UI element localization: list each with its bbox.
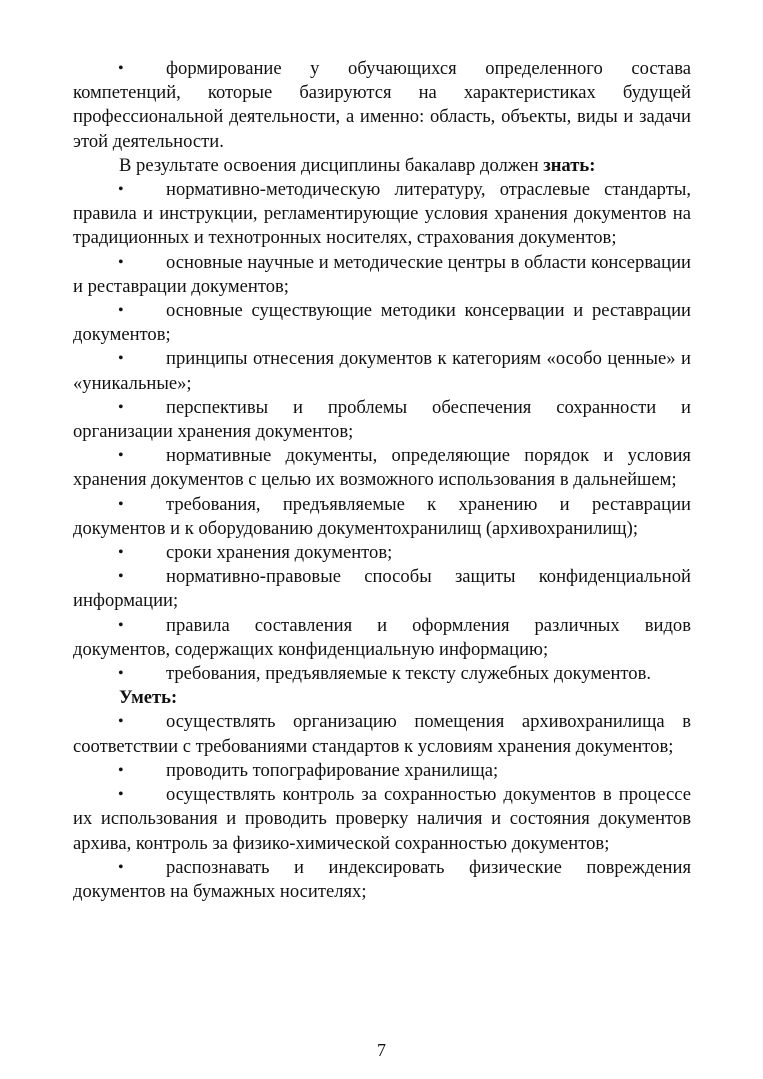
bullet-icon: • — [118, 447, 124, 465]
list-item — [73, 565, 691, 613]
list-item-text: осуществлять контроль за сохранностью документов в процессе их использования и проводить проверку наличия и состояния документов архива, контроль за физико-химической сохранностью документов; — [73, 784, 691, 854]
bullet-icon: • — [118, 495, 124, 513]
list-item — [73, 444, 691, 492]
list-item — [73, 178, 691, 251]
know-intro-text: В результате освоения дисциплины бакалавр должен — [119, 154, 544, 176]
bullet-icon: • — [118, 350, 124, 368]
bullet-icon: • — [118, 616, 124, 634]
list-item-text: основные научные и методические центры в области консервации и реставрации документов; — [73, 251, 691, 297]
list-item-text: осуществлять организацию помещения архивохранилища в соответствии с требованиями стандартов к условиям хранения документов; — [73, 711, 691, 757]
bullet-icon: • — [118, 302, 124, 320]
list-item — [73, 251, 691, 299]
bullet-icon: • — [118, 60, 124, 77]
list-item-text: нормативные документы, определяющие порядок и условия хранения документов с целью их возможного использования в дальнейшем; — [73, 445, 691, 491]
list-item — [73, 759, 691, 783]
list-item-text: принципы отнесения документов к категориям «особо ценные» и «уникальные»; — [73, 348, 691, 394]
list-item-text: формирование у обучающихся определенного состава компетенций, которые базируются на характеристиках будущей профессиональной деятельности, а именно: область, объекты, виды и задачи этой деятельности. — [73, 58, 691, 152]
list-item — [73, 299, 691, 347]
bullet-icon: • — [118, 858, 124, 876]
list-item — [73, 347, 691, 395]
bullet-icon: • — [118, 786, 124, 804]
list-item — [73, 710, 691, 758]
bullet-icon: • — [118, 398, 124, 416]
list-item-text: нормативно-методическую литературу, отраслевые стандарты, правила и инструкции, регламентирующие условия хранения документов на традиционных и технотронных носителях, страхования документов; — [73, 179, 691, 249]
bullet-icon: • — [118, 713, 124, 731]
bullet-icon: • — [118, 568, 124, 586]
list-item — [73, 662, 691, 686]
bullet-icon: • — [118, 544, 124, 562]
bullet-icon: • — [118, 665, 124, 683]
list-item — [73, 614, 691, 662]
list-item — [73, 493, 691, 541]
list-item-text: распознавать и индексировать физические повреждения документов на бумажных носителях; — [73, 856, 691, 902]
list-item — [73, 541, 691, 565]
list-item — [73, 856, 691, 904]
know-list — [73, 178, 691, 686]
know-intro-paragraph — [73, 154, 691, 178]
list-item — [73, 396, 691, 444]
list-item — [73, 57, 691, 154]
skills-heading: Уметь: — [119, 687, 178, 709]
list-item-text: перспективы и проблемы обеспечения сохранности и организации хранения документов; — [73, 396, 691, 443]
list-item-text: основные существующие методики консервации и реставрации документов; — [73, 300, 691, 346]
bullet-icon: • — [118, 761, 124, 779]
list-item-text: правила составления и оформления различных видов документов, содержащих конфиденциальную информацию; — [73, 614, 691, 660]
bullet-icon: • — [118, 253, 124, 271]
know-intro-emphasis: знать: — [543, 154, 596, 176]
list-item-text: проводить топографирование хранилища; — [166, 759, 499, 781]
list-item-text: сроки хранения документов; — [166, 542, 393, 564]
list-item-text: требования, предъявляемые к хранению и реставрации документов и к оборудованию документохранилищ (архивохранилищ); — [73, 493, 691, 539]
list-item — [73, 783, 691, 856]
bullet-icon: • — [118, 181, 124, 199]
page-body — [73, 57, 691, 904]
list-item-text: нормативно-правовые способы защиты конфиденциальной информации; — [73, 566, 691, 612]
page-number: 7 — [377, 1040, 386, 1060]
list-item-text: требования, предъявляемые к тексту служебных документов. — [166, 663, 652, 685]
skills-list — [73, 710, 691, 904]
